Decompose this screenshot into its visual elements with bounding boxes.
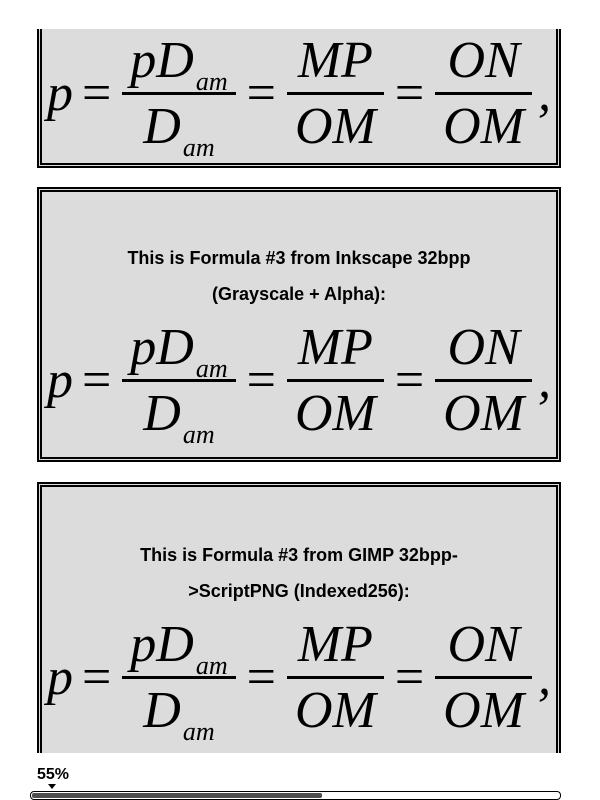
fraction	[122, 319, 235, 450]
fraction	[435, 616, 532, 739]
subscript: am	[182, 717, 215, 747]
progress-fill	[32, 793, 322, 798]
formula-panel-3	[37, 482, 561, 753]
denominator: OM	[287, 379, 384, 442]
denominator: OM	[435, 379, 532, 442]
panel-caption	[42, 537, 556, 609]
fraction	[287, 319, 384, 442]
subscript: am	[195, 67, 228, 96]
formula	[42, 32, 556, 163]
panel-caption-line: (Grayscale + Alpha):	[212, 284, 386, 304]
panel-caption-line: This is Formula #3 from Inkscape 32bpp	[127, 248, 471, 268]
formula	[42, 319, 556, 450]
progress-marker-icon	[48, 784, 56, 789]
equals-operator: =	[394, 649, 425, 707]
denominator: OM	[435, 676, 532, 739]
denominator: $D_{am}$	[122, 92, 235, 155]
denominator: $D_{am}$	[122, 379, 235, 442]
formula	[42, 616, 556, 747]
numerator: ON	[447, 319, 520, 376]
fraction	[122, 616, 235, 747]
formula-panel-2	[37, 187, 561, 462]
subscript: am	[195, 651, 228, 680]
denominator: OM	[435, 92, 532, 155]
numerator: MP	[297, 32, 373, 89]
equals-operator: =	[81, 65, 112, 123]
comma: ,	[538, 352, 552, 410]
formula-lhs: p	[46, 649, 73, 707]
equals-operator: =	[246, 649, 276, 707]
progress-percent-label: 55%	[37, 766, 70, 783]
numerator: MP	[297, 319, 373, 376]
numerator: MP	[297, 616, 373, 673]
subscript: am	[182, 133, 215, 163]
formula-lhs: p	[46, 65, 73, 123]
panel-caption-line: This is Formula #3 from GIMP 32bpp-	[140, 545, 458, 565]
progress-track[interactable]	[30, 791, 561, 800]
comma: ,	[538, 65, 552, 123]
comma: ,	[538, 649, 552, 707]
subscript: am	[182, 420, 215, 450]
equals-operator: =	[81, 649, 112, 707]
formula-lhs: p	[46, 352, 73, 410]
numerator: $pD_{am}$	[130, 32, 228, 96]
denominator: OM	[287, 676, 384, 739]
denominator: OM	[287, 92, 384, 155]
equals-operator: =	[246, 65, 276, 123]
numerator: $pD_{am}$	[130, 319, 228, 383]
equals-operator: =	[81, 352, 112, 410]
numerator: ON	[447, 32, 520, 89]
fraction	[435, 319, 532, 442]
numerator: ON	[447, 616, 520, 673]
denominator: $D_{am}$	[122, 676, 235, 739]
fraction	[435, 32, 532, 155]
panel-caption	[42, 240, 556, 312]
equals-operator: =	[246, 352, 276, 410]
formula-panel-1	[37, 29, 561, 168]
equals-operator: =	[394, 352, 425, 410]
fraction	[287, 32, 384, 155]
numerator: $pD_{am}$	[130, 616, 228, 680]
equals-operator: =	[394, 65, 425, 123]
fraction	[122, 32, 235, 163]
footer	[0, 753, 600, 800]
panel-caption-line: >ScriptPNG (Indexed256):	[188, 581, 410, 601]
subscript: am	[195, 354, 228, 383]
fraction	[287, 616, 384, 739]
